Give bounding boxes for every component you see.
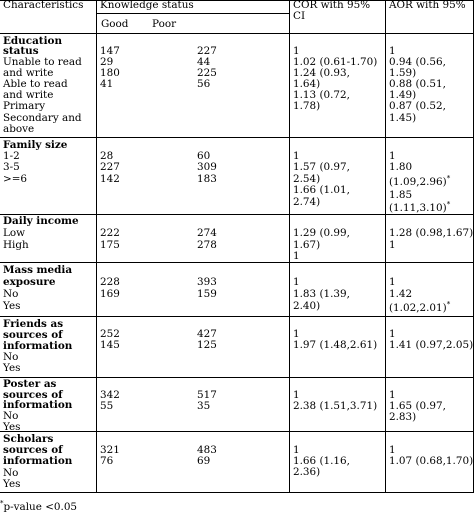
cell-poor: 69 (197, 455, 211, 467)
cell-good: 28 (100, 150, 114, 162)
row-sublabel: No (3, 410, 19, 422)
cell-aor: 0.87 (0.52, (389, 100, 446, 112)
header-poor: Poor (152, 18, 177, 30)
cell-aor: 1.49) (389, 89, 417, 101)
ci-text: (1.02,2.01) (389, 302, 447, 314)
cell-aor: 1.28 (0.98,1.67) (389, 227, 474, 239)
cell-cor: 2.38 (1.51,3.71) (293, 400, 378, 412)
cell-aor: 1.42 (389, 288, 413, 300)
row-label: sources of (3, 329, 63, 341)
row-label: Education (3, 35, 63, 47)
cell-good: 169 (100, 288, 120, 300)
cell-aor (389, 174, 451, 189)
row-label: Mass media (3, 264, 73, 276)
row-label: Poster as (3, 378, 57, 390)
cell-good: 55 (100, 400, 114, 412)
cell-cor: 1.97 (1.48,2.61) (293, 339, 378, 351)
cell-cor: 1.66 (1.01, (293, 184, 350, 196)
cell-cor: 1 (293, 150, 300, 162)
cell-cor: 1 (293, 444, 300, 456)
row-sublabel: Unable to read (3, 56, 82, 68)
cell-good: 180 (100, 67, 120, 79)
cell-cor: 1.02 (0.61-1.70) (293, 56, 378, 68)
significance-asterisk: * (446, 300, 451, 309)
cell-aor: 1.41 (0.97,2.05) (389, 339, 474, 351)
cell-cor: 1 (293, 45, 300, 57)
cell-cor: 2.74) (293, 196, 321, 208)
row-sublabel: No (3, 351, 19, 363)
cell-poor: 35 (197, 400, 211, 412)
row-sublabel: 1-2 (3, 150, 20, 162)
header-cor-line1: COR with 95% (293, 0, 371, 11)
cell-aor: 1.80 (389, 161, 413, 173)
cell-poor: 183 (197, 173, 217, 185)
cell-aor: 1.07 (0.68,1.70) (389, 455, 474, 467)
cell-aor: 1 (389, 444, 396, 456)
row-label: sources of (3, 444, 63, 456)
ci-text: (1.09,2.96) (389, 176, 447, 188)
row-label: exposure (3, 276, 56, 288)
cell-good: 145 (100, 339, 120, 351)
cell-good: 147 (100, 45, 120, 57)
row-sublabel: Yes (3, 362, 21, 374)
cell-aor (389, 200, 451, 215)
cell-cor: 1.64) (293, 78, 321, 90)
rule-bottom (0, 492, 474, 493)
cell-aor (389, 300, 451, 315)
cell-poor: 427 (197, 328, 217, 340)
cell-good: 222 (100, 227, 120, 239)
cell-aor: 1 (389, 276, 396, 288)
cell-poor: 56 (197, 78, 211, 90)
cell-aor: 1.65 (0.97, (389, 400, 446, 412)
rule-row-4 (0, 316, 474, 317)
rule-row-3 (0, 262, 474, 263)
cell-aor: 1.85 (389, 189, 413, 201)
cell-aor: 1 (389, 328, 396, 340)
row-label: Daily income (3, 215, 79, 227)
cell-cor: 1.29 (0.99, (293, 227, 350, 239)
cell-aor: 1 (389, 239, 396, 251)
col-divider-1 (96, 0, 97, 492)
cell-poor: 159 (197, 288, 217, 300)
cell-cor: 1.78) (293, 100, 321, 112)
cell-good: 41 (100, 78, 114, 90)
col-divider-2 (289, 0, 290, 492)
row-sublabel: No (3, 288, 19, 300)
row-sublabel: No (3, 467, 19, 479)
col-divider-3 (385, 0, 386, 492)
cell-good: 29 (100, 56, 114, 68)
cell-poor: 278 (197, 239, 217, 251)
cell-aor: 1 (389, 150, 396, 162)
cell-cor: 1.66 (1.16, (293, 455, 350, 467)
significance-asterisk: * (446, 200, 451, 209)
cell-cor: 1 (293, 250, 300, 262)
row-sublabel: Yes (3, 478, 21, 490)
cell-poor: 483 (197, 444, 217, 456)
cell-aor: 1 (389, 389, 396, 401)
rule-row-1 (0, 137, 474, 138)
row-sublabel: Yes (3, 300, 21, 312)
row-sublabel: High (3, 239, 29, 251)
cell-poor: 60 (197, 150, 211, 162)
header-characteristics: Characteristics (3, 0, 84, 11)
row-sublabel: and write (3, 67, 54, 79)
cell-cor: 1.67) (293, 239, 321, 251)
cell-poor: 309 (197, 161, 217, 173)
header-good: Good (101, 18, 129, 30)
cell-good: 175 (100, 239, 120, 251)
cell-cor: 2.54) (293, 173, 321, 185)
footnote (0, 501, 77, 513)
row-sublabel: >=6 (3, 173, 28, 185)
cell-poor: 274 (197, 227, 217, 239)
row-sublabel: Yes (3, 421, 21, 433)
cell-cor: 1.24 (0.93, (293, 67, 350, 79)
row-label: Family size (3, 139, 68, 151)
cell-poor: 517 (197, 389, 217, 401)
cell-cor: 1 (293, 328, 300, 340)
footnote-text: p-value <0.05 (3, 501, 78, 513)
row-label: sources of (3, 389, 63, 401)
cell-good: 142 (100, 173, 120, 185)
ci-text: (1.11,3.10) (389, 202, 447, 214)
cell-good: 228 (100, 276, 120, 288)
cell-poor: 227 (197, 45, 217, 57)
cell-poor: 125 (197, 339, 217, 351)
cell-good: 76 (100, 455, 114, 467)
header-aor: AOR with 95% (389, 0, 466, 11)
cell-aor: 2.83) (389, 411, 417, 423)
row-sublabel: Low (3, 227, 26, 239)
cell-cor: 1.13 (0.72, (293, 89, 350, 101)
row-label: information (3, 455, 73, 467)
header-knowledge-status: Knowledge status (100, 0, 194, 11)
cell-cor: 2.36) (293, 466, 321, 478)
rule-subheader (96, 13, 289, 14)
cell-aor: 0.94 (0.56, (389, 56, 446, 68)
cell-good: 342 (100, 389, 120, 401)
cell-good: 321 (100, 444, 120, 456)
cell-good: 252 (100, 328, 120, 340)
cell-aor: 1.45) (389, 112, 417, 124)
row-sublabel: Secondary and (3, 112, 82, 124)
rule-row-5 (0, 377, 474, 378)
significance-asterisk: * (446, 174, 451, 183)
row-label: Friends as (3, 318, 64, 330)
cell-cor: 2.40) (293, 300, 321, 312)
cell-poor: 44 (197, 56, 211, 68)
row-label: information (3, 399, 73, 411)
cell-aor: 1.59) (389, 67, 417, 79)
cell-cor: 1 (293, 389, 300, 401)
row-label: status (3, 45, 39, 57)
row-sublabel: Able to read (3, 78, 68, 90)
rule-header (0, 33, 474, 34)
cell-aor: 0.88 (0.51, (389, 78, 446, 90)
cell-poor: 393 (197, 276, 217, 288)
cell-aor: 1 (389, 45, 396, 57)
row-sublabel: Primary (3, 100, 46, 112)
rule-row-6 (0, 431, 474, 432)
row-label: Scholars (3, 433, 54, 445)
row-label: information (3, 340, 73, 352)
cell-cor: 1.83 (1.39, (293, 288, 350, 300)
row-sublabel: above (3, 123, 35, 135)
cell-poor: 225 (197, 67, 217, 79)
footnote-asterisk: * (0, 499, 4, 508)
row-sublabel: and write (3, 89, 54, 101)
cell-cor: 1 (293, 276, 300, 288)
header-cor-line2: CI (293, 10, 306, 22)
cell-good: 227 (100, 161, 120, 173)
cell-cor: 1.57 (0.97, (293, 161, 350, 173)
row-sublabel: 3-5 (3, 161, 20, 173)
